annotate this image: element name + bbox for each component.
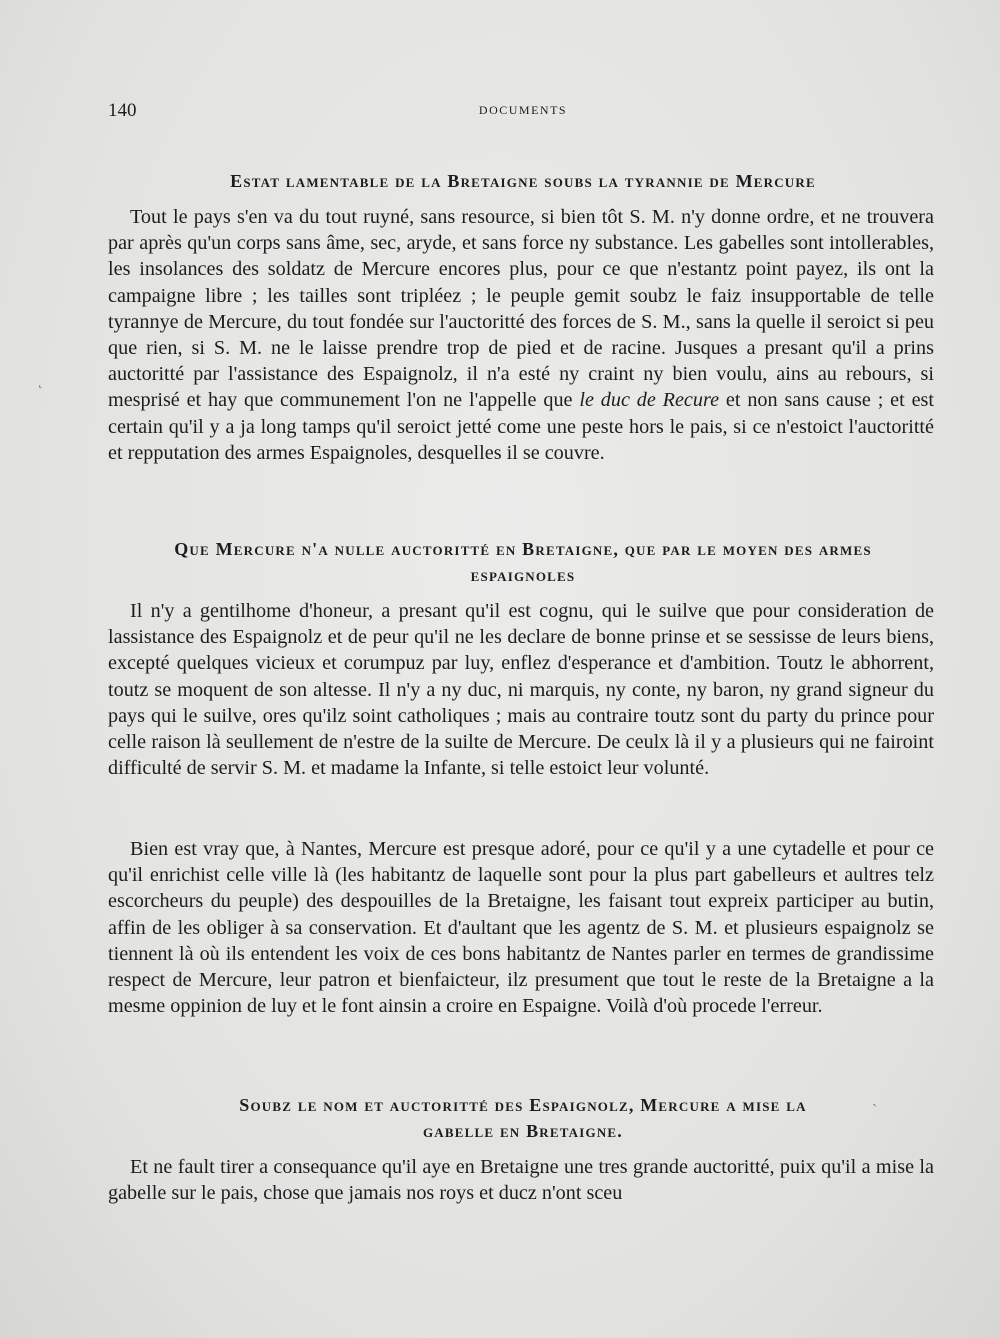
heading-line: gabelle en Bretaigne.	[422, 1121, 623, 1141]
section-heading-que-mercure	[108, 536, 938, 588]
section-heading-estat: Estat lamentable de la Bretaigne soubs la tyrannie de Mercure	[230, 171, 816, 191]
section-heading-gabelle	[108, 1092, 938, 1144]
running-header	[108, 100, 938, 122]
paragraph-text: et non sans cause ; et est certain qu'il y a ja long tamps qu'il seroict jetté come une peste hors le pais, si ce n'estoict l'auctoritté et repputation des armes Espaignoles, desquelles il se couvre.	[108, 389, 935, 464]
page-number: 140	[108, 100, 137, 121]
paragraph-consequance: Et ne fault tirer a consequance qu'il aye en Bretaigne une tres grande auctoritté, puix qu'il a mise la gabelle sur le pais, chose que jamais nos roys et ducz n'ont sceu	[108, 1156, 934, 1205]
running-title: DOCUMENTS	[478, 103, 568, 117]
paragraph-nantes: Bien est vray que, à Nantes, Mercure est presque adoré, pour ce qu'il y a une cytadelle et pour ce qu'il enrichist celle ville là (les habitantz de laquelle sont pour la plus part gabelleurs et aultres telz escorcheurs du peuple) des despouilles de la Bretaigne, les faisant tout expreix participer au butin, affin de les obliger à sa conservation. Et d'aultant que les agentz de S. M. et plusieurs espaignolz se tiennent là où ils entendent les voix de ces bons habitantz de Nantes parler en termes de grandissime respect de Mercure, leur patron et bienfaicteur, ilz presument que tout le reste de la Bretaigne a la mesme oppinion de luy et le font ainsin a croire en Espaigne. Voilà d'où procede l'erreur.	[108, 838, 934, 1018]
paragraph-text: Tout le pays s'en va du tout ruyné, sans resource, si bien tôt S. M. n'y donne ordre, et ne trouvera par après qu'un corps sans âme, sec, aryde, et sans force ny substance. Les gabelles sont intollerables, les insolances des soldatz de Mercure encores plus, pour ce que n'estantz point payez, ils ont la campaigne libre ; les tailles sont tripléez ; le peuple gemit soubz le faiz insupportable de telle tyrannye de Mercure, du tout fondée sur l'auctoritté des forces de S. M., sans la quelle il seroict si peu que rien, si S. M. ne le laisse prendre trop de pied et de racine. Jusques a presant qu'il a prins auctoritté par l'assistance des Espaignolz, il n'a esté ny craint ny bien voulu, ains au rebours, si mesprisé et hay que communement l'on ne l'appelle que	[108, 206, 934, 412]
heading-line: Que Mercure n'a nulle auctoritté en Bretaigne, que par le moyen des armes	[174, 539, 872, 559]
italic-epithet: le duc de Recure	[579, 389, 720, 412]
paragraph-gentilhome: Il n'y a gentilhome d'honeur, a presant qu'il est cognu, qui le suilve que pour consideration de lassistance des Espaignolz et de peur qu'il ne les declare de bonne prinse et se sessisse de leurs biens, excepté quelques vicieux et corumpuz par luy, enflez d'esperance et d'ambition. Toutz le abhorrent, toutz se moquent de son altesse. Il n'y a ny duc, ni marquis, ny conte, ny baron, ny grand signeur du pays qui le suilve, ores qu'ilz soint catholiques ; mais au contraire toutz sont du party du prince pour celle raison là seullement de n'estre de la suilte de Mercure. De ceulx là il y a plusieurs qui ne fairoint difficulté de servir S. M. et madame la Infante, si telle estoict leur volunté.	[108, 600, 934, 780]
margin-mark: ˛	[38, 372, 44, 389]
margin-mark: ˏ	[872, 1090, 878, 1107]
paragraph-estat	[108, 204, 934, 466]
heading-line: Soubz le nom et auctoritté des Espaignolz, Mercure a mise la	[239, 1095, 807, 1115]
heading-line: espaignoles	[470, 565, 576, 585]
